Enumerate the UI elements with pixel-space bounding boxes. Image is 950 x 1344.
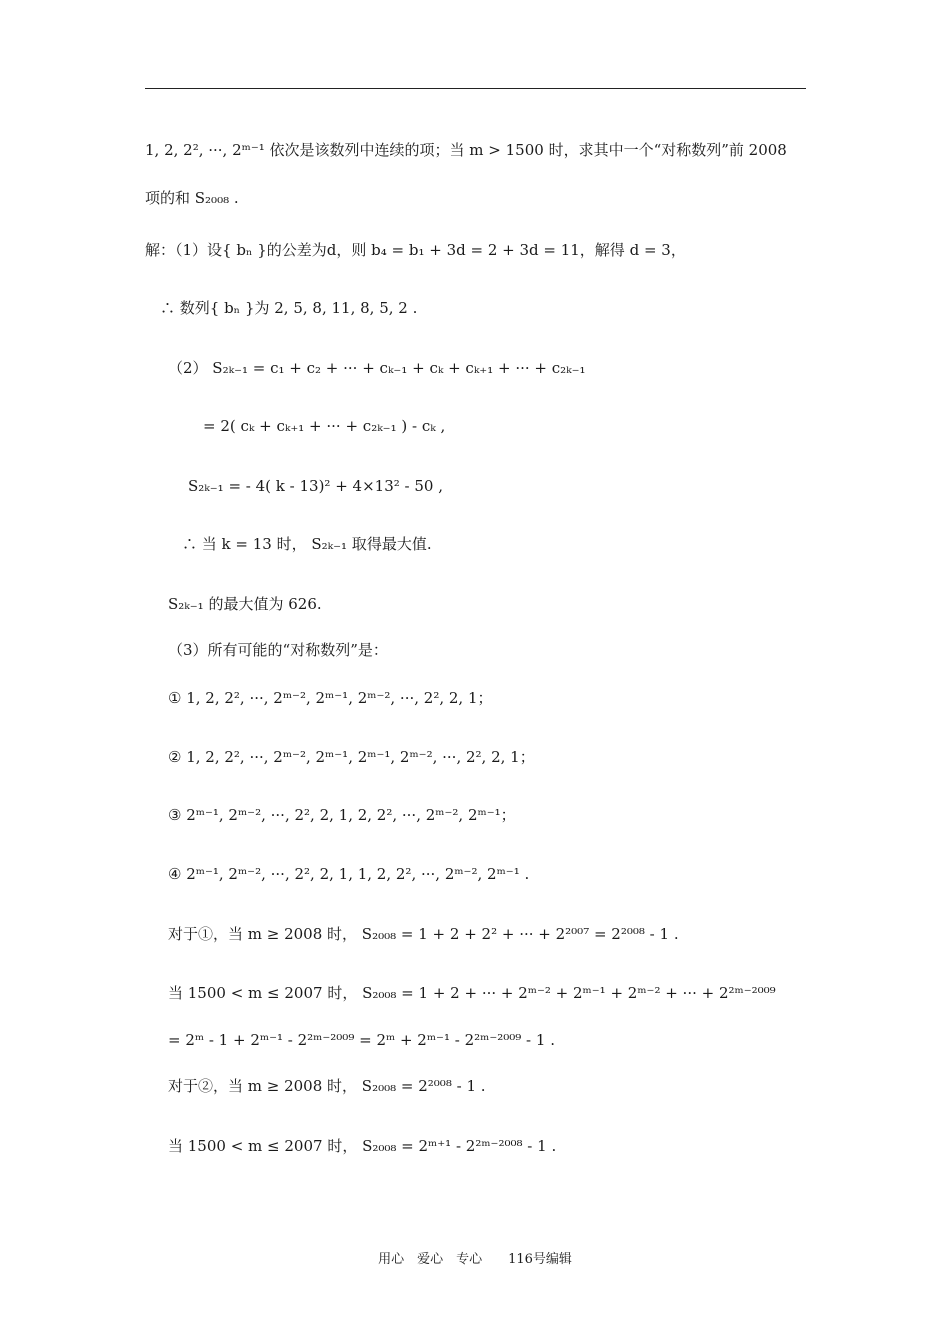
solution-part2-sum: （2） S₂ₖ₋₁ = c₁ + c₂ + ··· + cₖ₋₁ + cₖ + cₖ₊₁ + ··· + c₂ₖ₋₁ <box>168 359 586 377</box>
case-3: ③ 2ᵐ⁻¹, 2ᵐ⁻², ···, 2², 2, 1, 2, 2², ···, 2ᵐ⁻², 2ᵐ⁻¹； <box>168 806 516 824</box>
header-rule <box>145 88 806 89</box>
case-1: ① 1, 2, 2², ···, 2ᵐ⁻², 2ᵐ⁻¹, 2ᵐ⁻², ···, 2², 2, 1； <box>168 689 493 707</box>
sum-quadratic: S₂ₖ₋₁ = - 4( k - 13)² + 4×13² - 50 , <box>188 477 443 495</box>
problem-line-1: 1, 2, 2², ···, 2ᵐ⁻¹ 依次是该数列中连续的项；当 m > 1500 时，求其中一个“对称数列”前 2008 <box>145 141 787 159</box>
problem-line-2: 项的和 S₂₀₀₈ . <box>145 189 239 207</box>
max-value: S₂ₖ₋₁ 的最大值为 626. <box>168 595 322 613</box>
case-2-small-m: 当 1500 < m ≤ 2007 时， S₂₀₀₈ = 2ᵐ⁺¹ - 2²ᵐ⁻²⁰⁰⁸ - 1 . <box>168 1137 557 1155</box>
case-2-large-m: 对于②，当 m ≥ 2008 时， S₂₀₀₈ = 2²⁰⁰⁸ - 1 . <box>168 1077 486 1095</box>
max-condition: ∴ 当 k = 13 时， S₂ₖ₋₁ 取得最大值. <box>182 535 432 553</box>
page-footer: 用心 爱心 专心 116号编辑 <box>378 1252 572 1267</box>
sequence-b-result: ∴ 数列{ bₙ }为 2, 5, 8, 11, 8, 5, 2 . <box>160 299 418 317</box>
case-1-small-m: 当 1500 < m ≤ 2007 时， S₂₀₀₈ = 1 + 2 + ··· + 2ᵐ⁻² + 2ᵐ⁻¹ + 2ᵐ⁻² + ··· + 2²ᵐ⁻²⁰⁰⁹ <box>168 984 776 1002</box>
sum-rewrite: = 2( cₖ + cₖ₊₁ + ··· + c₂ₖ₋₁ ) - cₖ , <box>203 417 446 435</box>
case-1-large-m: 对于①，当 m ≥ 2008 时， S₂₀₀₈ = 1 + 2 + 2² + ··· + 2²⁰⁰⁷ = 2²⁰⁰⁸ - 1 . <box>168 925 679 943</box>
case-2: ② 1, 2, 2², ···, 2ᵐ⁻², 2ᵐ⁻¹, 2ᵐ⁻¹, 2ᵐ⁻², ···, 2², 2, 1； <box>168 748 535 766</box>
case-1-small-m-result: = 2ᵐ - 1 + 2ᵐ⁻¹ - 2²ᵐ⁻²⁰⁰⁹ = 2ᵐ + 2ᵐ⁻¹ - 2²ᵐ⁻²⁰⁰⁹ - 1 . <box>168 1031 555 1049</box>
case-4: ④ 2ᵐ⁻¹, 2ᵐ⁻², ···, 2², 2, 1, 1, 2, 2², ···, 2ᵐ⁻², 2ᵐ⁻¹ . <box>168 865 530 883</box>
solution-part1: 解：（1）设{ bₙ }的公差为d，则 b₄ = b₁ + 3d = 2 + 3d = 11，解得 d = 3， <box>145 241 686 259</box>
solution-part3-heading: （3）所有可能的“对称数列”是： <box>168 641 388 659</box>
